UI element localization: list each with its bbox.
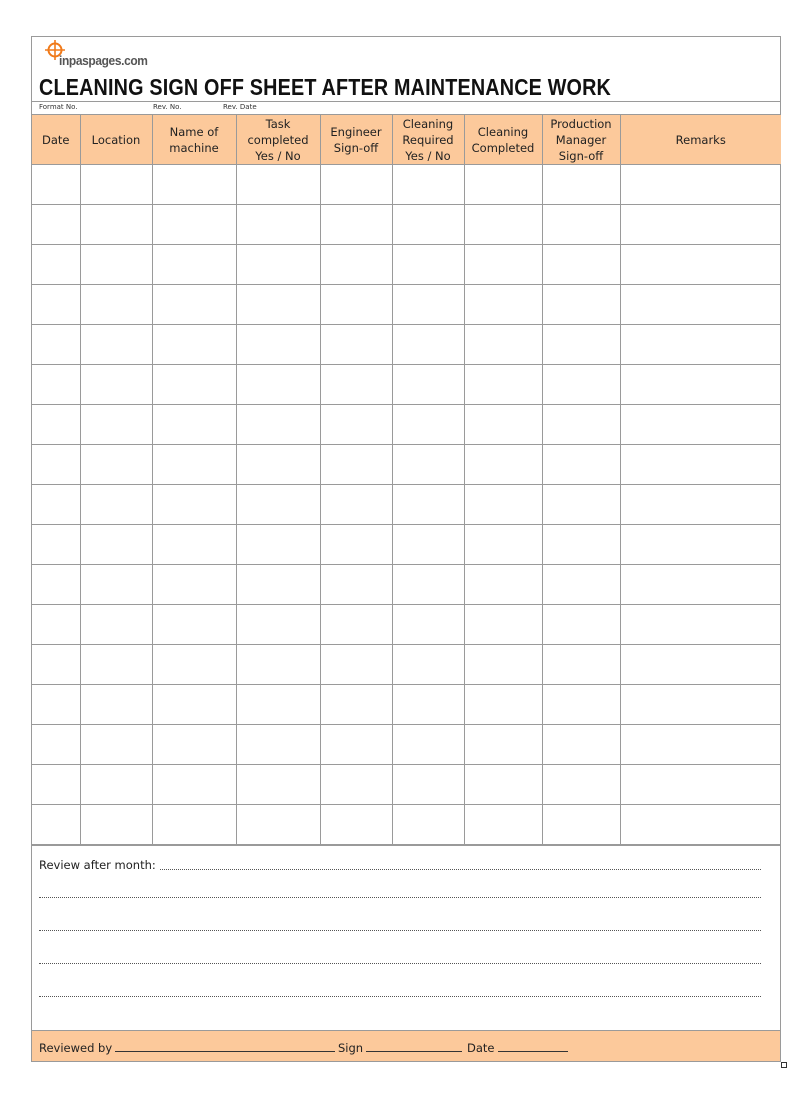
table-cell[interactable] bbox=[320, 285, 392, 325]
table-cell[interactable] bbox=[320, 165, 392, 205]
table-cell[interactable] bbox=[32, 485, 80, 525]
table-cell[interactable] bbox=[320, 765, 392, 805]
table-row bbox=[32, 605, 781, 645]
table-cell[interactable] bbox=[620, 245, 781, 285]
table-cell[interactable] bbox=[236, 565, 320, 605]
table-cell[interactable] bbox=[464, 685, 542, 725]
table-cell[interactable] bbox=[620, 685, 781, 725]
table-row bbox=[32, 685, 781, 725]
table-cell[interactable] bbox=[392, 325, 464, 365]
table-row bbox=[32, 645, 781, 685]
table-cell[interactable] bbox=[542, 285, 620, 325]
table-cell[interactable] bbox=[620, 565, 781, 605]
table-cell[interactable] bbox=[236, 405, 320, 445]
table-row bbox=[32, 485, 781, 525]
table-cell[interactable] bbox=[464, 205, 542, 245]
table-cell[interactable] bbox=[620, 445, 781, 485]
table-cell[interactable] bbox=[542, 405, 620, 445]
table-row bbox=[32, 805, 781, 845]
table-cell[interactable] bbox=[620, 485, 781, 525]
table-cell[interactable] bbox=[320, 365, 392, 405]
table-cell[interactable] bbox=[80, 285, 152, 325]
column-header-line: Remarks bbox=[675, 132, 726, 147]
table-row bbox=[32, 725, 781, 765]
table-cell[interactable] bbox=[620, 205, 781, 245]
table-row bbox=[32, 525, 781, 565]
table-cell[interactable] bbox=[320, 565, 392, 605]
column-header-line: completed bbox=[247, 132, 309, 147]
table-cell[interactable] bbox=[32, 565, 80, 605]
dotted-line bbox=[39, 897, 761, 898]
column-header bbox=[320, 115, 392, 165]
column-header-line: Location bbox=[91, 132, 141, 147]
sign-field[interactable] bbox=[338, 1040, 464, 1055]
column-header-line: Required bbox=[402, 132, 454, 147]
table-cell[interactable] bbox=[80, 165, 152, 205]
review-after-month-label: Review after month: bbox=[39, 858, 159, 872]
table-cell[interactable] bbox=[392, 645, 464, 685]
sign-off-table bbox=[32, 114, 781, 845]
column-header-line: Cleaning bbox=[477, 124, 529, 139]
table-cell[interactable] bbox=[236, 605, 320, 645]
table-cell[interactable] bbox=[542, 485, 620, 525]
table-cell[interactable] bbox=[620, 605, 781, 645]
table-cell[interactable] bbox=[464, 765, 542, 805]
column-header-line: Name of bbox=[169, 124, 219, 139]
review-line[interactable] bbox=[39, 985, 761, 999]
table-cell[interactable] bbox=[320, 685, 392, 725]
table-cell[interactable] bbox=[620, 365, 781, 405]
table-cell[interactable] bbox=[236, 805, 320, 845]
review-line[interactable] bbox=[39, 952, 761, 966]
column-header-line: Production bbox=[550, 116, 612, 131]
table-row bbox=[32, 165, 781, 205]
sign-blank[interactable] bbox=[366, 1040, 462, 1052]
column-header bbox=[236, 115, 320, 165]
table-cell[interactable] bbox=[152, 685, 236, 725]
table-cell[interactable] bbox=[320, 645, 392, 685]
table-row bbox=[32, 565, 781, 605]
table-cell[interactable] bbox=[152, 405, 236, 445]
column-header-line: Sign-off bbox=[558, 148, 604, 163]
logo-text: inpaspages.com bbox=[59, 53, 148, 68]
table-cell[interactable] bbox=[32, 645, 80, 685]
column-header bbox=[32, 115, 80, 165]
table-cell[interactable] bbox=[236, 325, 320, 365]
table-cell[interactable] bbox=[80, 405, 152, 445]
rev-no-label: Rev. No. bbox=[153, 103, 182, 111]
table-cell[interactable] bbox=[464, 285, 542, 325]
table-cell[interactable] bbox=[320, 205, 392, 245]
table-header-row bbox=[32, 115, 781, 165]
table-cell[interactable] bbox=[320, 245, 392, 285]
table-cell[interactable] bbox=[80, 325, 152, 365]
table-cell[interactable] bbox=[152, 485, 236, 525]
table-row bbox=[32, 765, 781, 805]
table-cell[interactable] bbox=[392, 685, 464, 725]
table-cell[interactable] bbox=[464, 165, 542, 205]
table-cell[interactable] bbox=[620, 405, 781, 445]
table-cell[interactable] bbox=[392, 365, 464, 405]
table-cell[interactable] bbox=[236, 685, 320, 725]
table-cell[interactable] bbox=[32, 205, 80, 245]
table-cell[interactable] bbox=[152, 165, 236, 205]
column-header-line: Yes / No bbox=[405, 148, 451, 163]
table-cell[interactable] bbox=[620, 645, 781, 685]
table-cell[interactable] bbox=[236, 725, 320, 765]
table-cell[interactable] bbox=[320, 525, 392, 565]
review-line[interactable] bbox=[39, 886, 761, 900]
sign-label: Sign bbox=[338, 1041, 364, 1055]
column-header-line: machine bbox=[169, 140, 219, 155]
table-cell[interactable] bbox=[152, 605, 236, 645]
table-cell[interactable] bbox=[32, 525, 80, 565]
table-cell[interactable] bbox=[320, 325, 392, 365]
table-cell[interactable] bbox=[80, 525, 152, 565]
column-header bbox=[392, 115, 464, 165]
table-cell[interactable] bbox=[542, 765, 620, 805]
table-cell[interactable] bbox=[620, 805, 781, 845]
table-cell[interactable] bbox=[80, 685, 152, 725]
table-cell[interactable] bbox=[320, 405, 392, 445]
table-cell[interactable] bbox=[80, 485, 152, 525]
table-cell[interactable] bbox=[392, 165, 464, 205]
column-header-line: Cleaning bbox=[402, 116, 454, 131]
table-cell[interactable] bbox=[542, 685, 620, 725]
reviewed-by-label: Reviewed by bbox=[39, 1041, 113, 1055]
table-cell[interactable] bbox=[620, 165, 781, 205]
column-header-line: Task bbox=[265, 116, 291, 131]
page-title: CLEANING SIGN OFF SHEET AFTER MAINTENANCE WORK bbox=[39, 74, 612, 100]
table-cell[interactable] bbox=[392, 245, 464, 285]
table-cell[interactable] bbox=[80, 245, 152, 285]
table-cell[interactable] bbox=[32, 245, 80, 285]
date-label: Date bbox=[467, 1041, 495, 1055]
table-cell[interactable] bbox=[152, 765, 236, 805]
format-no-label: Format No. bbox=[39, 103, 78, 111]
table-cell[interactable] bbox=[464, 805, 542, 845]
table-cell[interactable] bbox=[236, 645, 320, 685]
table-cell[interactable] bbox=[152, 325, 236, 365]
table-cell[interactable] bbox=[80, 725, 152, 765]
table-cell[interactable] bbox=[392, 445, 464, 485]
table-cell[interactable] bbox=[542, 365, 620, 405]
table-cell[interactable] bbox=[620, 285, 781, 325]
table-cell[interactable] bbox=[152, 725, 236, 765]
table-cell[interactable] bbox=[464, 405, 542, 445]
table-cell[interactable] bbox=[32, 285, 80, 325]
title-divider bbox=[32, 101, 780, 102]
table-cell[interactable] bbox=[80, 565, 152, 605]
column-header bbox=[152, 115, 236, 165]
table-row bbox=[32, 405, 781, 445]
table-cell[interactable] bbox=[464, 725, 542, 765]
table-cell[interactable] bbox=[152, 245, 236, 285]
column-header-line: Completed bbox=[471, 140, 535, 155]
table-cell[interactable] bbox=[236, 205, 320, 245]
table-cell[interactable] bbox=[32, 805, 80, 845]
date-blank[interactable] bbox=[498, 1040, 568, 1052]
column-header-line: Sign-off bbox=[333, 140, 379, 155]
table-cell[interactable] bbox=[392, 605, 464, 645]
table-cell[interactable] bbox=[32, 685, 80, 725]
table-cell[interactable] bbox=[320, 605, 392, 645]
table-cell[interactable] bbox=[542, 205, 620, 245]
table-cell[interactable] bbox=[32, 405, 80, 445]
table-cell[interactable] bbox=[80, 445, 152, 485]
table-cell[interactable] bbox=[32, 325, 80, 365]
review-section bbox=[32, 845, 780, 1031]
table-cell[interactable] bbox=[32, 725, 80, 765]
table-cell[interactable] bbox=[236, 485, 320, 525]
table-cell[interactable] bbox=[542, 325, 620, 365]
table-cell[interactable] bbox=[392, 805, 464, 845]
review-line[interactable] bbox=[39, 858, 761, 872]
table-cell[interactable] bbox=[392, 285, 464, 325]
table-cell[interactable] bbox=[32, 165, 80, 205]
table-body bbox=[32, 165, 781, 845]
table-cell[interactable] bbox=[32, 365, 80, 405]
table-cell[interactable] bbox=[236, 245, 320, 285]
column-header-line: Yes / No bbox=[255, 148, 301, 163]
table-cell[interactable] bbox=[80, 765, 152, 805]
dotted-line bbox=[39, 963, 761, 964]
column-header-line: Manager bbox=[555, 132, 607, 147]
table-cell[interactable] bbox=[152, 525, 236, 565]
table-row bbox=[32, 245, 781, 285]
table-cell[interactable] bbox=[236, 285, 320, 325]
form-sheet bbox=[31, 36, 781, 1062]
table-cell[interactable] bbox=[542, 805, 620, 845]
table-cell[interactable] bbox=[236, 525, 320, 565]
table-cell[interactable] bbox=[620, 765, 781, 805]
table-cell[interactable] bbox=[80, 645, 152, 685]
table-cell[interactable] bbox=[320, 445, 392, 485]
column-header bbox=[542, 115, 620, 165]
table-cell[interactable] bbox=[392, 565, 464, 605]
table-cell[interactable] bbox=[32, 445, 80, 485]
table-cell[interactable] bbox=[620, 325, 781, 365]
review-line[interactable] bbox=[39, 919, 761, 933]
table-cell[interactable] bbox=[236, 445, 320, 485]
table-cell[interactable] bbox=[620, 725, 781, 765]
column-header-line: Engineer bbox=[330, 124, 382, 139]
column-header bbox=[620, 115, 781, 165]
table-row bbox=[32, 365, 781, 405]
table-cell[interactable] bbox=[152, 645, 236, 685]
table-cell[interactable] bbox=[392, 525, 464, 565]
table-cell[interactable] bbox=[152, 205, 236, 245]
table-cell[interactable] bbox=[464, 325, 542, 365]
table-cell[interactable] bbox=[320, 725, 392, 765]
table-cell[interactable] bbox=[392, 765, 464, 805]
table-cell[interactable] bbox=[464, 485, 542, 525]
table-cell[interactable] bbox=[542, 725, 620, 765]
table-cell[interactable] bbox=[464, 605, 542, 645]
table-cell[interactable] bbox=[464, 565, 542, 605]
table-cell[interactable] bbox=[236, 365, 320, 405]
table-cell[interactable] bbox=[32, 605, 80, 645]
column-header bbox=[80, 115, 152, 165]
table-cell[interactable] bbox=[392, 485, 464, 525]
date-field[interactable] bbox=[467, 1040, 570, 1055]
table-cell[interactable] bbox=[236, 765, 320, 805]
table-cell[interactable] bbox=[152, 445, 236, 485]
table-cell[interactable] bbox=[542, 645, 620, 685]
resize-handle[interactable] bbox=[781, 1062, 787, 1068]
table-cell[interactable] bbox=[320, 805, 392, 845]
table-cell[interactable] bbox=[542, 245, 620, 285]
table-cell[interactable] bbox=[152, 365, 236, 405]
table-cell[interactable] bbox=[542, 525, 620, 565]
table-cell[interactable] bbox=[80, 205, 152, 245]
table-cell[interactable] bbox=[464, 245, 542, 285]
table-cell[interactable] bbox=[80, 605, 152, 645]
table-cell[interactable] bbox=[542, 605, 620, 645]
table-cell[interactable] bbox=[464, 445, 542, 485]
table-cell[interactable] bbox=[392, 205, 464, 245]
table-cell[interactable] bbox=[542, 565, 620, 605]
table-cell[interactable] bbox=[152, 285, 236, 325]
dotted-line bbox=[39, 996, 761, 997]
table-cell[interactable] bbox=[542, 165, 620, 205]
reviewed-by-field[interactable] bbox=[39, 1040, 337, 1055]
table-cell[interactable] bbox=[152, 565, 236, 605]
table-cell[interactable] bbox=[32, 765, 80, 805]
table-cell[interactable] bbox=[152, 805, 236, 845]
table-row bbox=[32, 285, 781, 325]
table-cell[interactable] bbox=[392, 725, 464, 765]
table-cell[interactable] bbox=[80, 365, 152, 405]
dotted-line bbox=[39, 930, 761, 931]
table-cell[interactable] bbox=[320, 485, 392, 525]
table-cell[interactable] bbox=[542, 445, 620, 485]
column-header bbox=[464, 115, 542, 165]
table-cell[interactable] bbox=[620, 525, 781, 565]
table-row bbox=[32, 325, 781, 365]
rev-date-label: Rev. Date bbox=[223, 103, 257, 111]
table-cell[interactable] bbox=[392, 405, 464, 445]
table-cell[interactable] bbox=[80, 805, 152, 845]
table-row bbox=[32, 205, 781, 245]
reviewed-by-blank[interactable] bbox=[115, 1040, 335, 1052]
table-cell[interactable] bbox=[464, 365, 542, 405]
table-row bbox=[32, 445, 781, 485]
brand-logo bbox=[40, 39, 170, 69]
footer-bar bbox=[32, 1030, 780, 1061]
table-cell[interactable] bbox=[236, 165, 320, 205]
table-cell[interactable] bbox=[464, 645, 542, 685]
column-header-line: Date bbox=[42, 132, 70, 147]
table-cell[interactable] bbox=[464, 525, 542, 565]
